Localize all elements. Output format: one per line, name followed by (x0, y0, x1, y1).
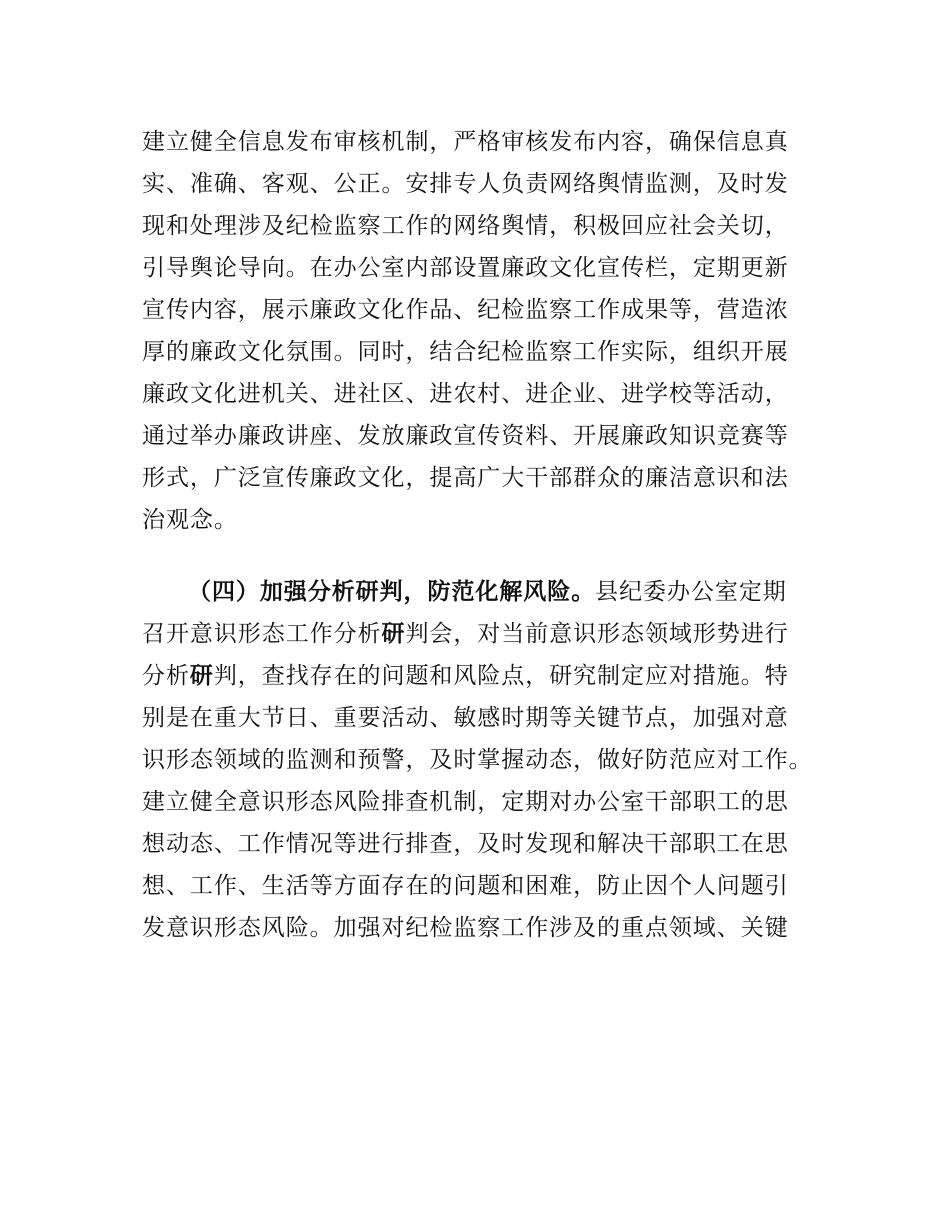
paragraph-line: 厚的廉政文化氛围。同时，结合纪检监察工作实际，组织开展 (142, 339, 789, 365)
paragraph-line: 现和处理涉及纪检监察工作的网络舆情，积极回应社会关切， (142, 213, 789, 239)
paragraph-line: 发意识形态风险。加强对纪检监察工作涉及的重点领域、关键 (142, 915, 789, 941)
paragraph-line: 实、准确、客观、公正。安排专人负责网络舆情监测，及时发 (142, 171, 789, 197)
paragraph-line: 引导舆论导向。在办公室内部设置廉政文化宣传栏，定期更新 (142, 255, 789, 281)
paragraph-line: 想、工作、生活等方面存在的问题和困难，防止因个人问题引 (142, 873, 789, 899)
line-text: 判会，对当前意识形态领域形势进行 (405, 621, 789, 647)
section-first-line (188, 577, 878, 607)
paragraph-line (142, 661, 832, 691)
paragraph-line: 识形态领域的监测和预警，及时掌握动态，做好防范应对工作。 (142, 747, 813, 773)
paragraph-line: 通过举办廉政讲座、发放廉政宣传资料、开展廉政知识竞赛等 (142, 423, 789, 449)
paragraph-line: 廉政文化进机关、进社区、进农村、进企业、进学校等活动， (142, 381, 789, 407)
paragraph-line: 别是在重大节日、重要活动、敏感时期等关键节点，加强对意 (142, 705, 789, 731)
line-text: 召开意识形态工作分析 (142, 621, 382, 647)
paragraph-line: 形式，广泛宣传廉政文化，提高广大干部群众的廉洁意识和法 (142, 465, 789, 491)
paragraph-line: 治观念。 (142, 507, 238, 533)
bold-word: 研 (189, 662, 214, 689)
paragraph-line: 建立健全意识形态风险排查机制，定期对办公室干部职工的思 (142, 789, 789, 815)
paragraph-line: 建立健全信息发布审核机制，严格审核发布内容，确保信息真 (142, 129, 789, 155)
section-heading-rest: 县纪委办公室定期 (595, 579, 787, 605)
paragraph-line: 宣传内容，展示廉政文化作品、纪检监察工作成果等，营造浓 (142, 297, 789, 323)
paragraph-line (142, 619, 832, 649)
line-text: 分析 (142, 663, 190, 689)
paragraph-line: 想动态、工作情况等进行排查，及时发现和解决干部职工在思 (142, 831, 789, 857)
bold-word: 研 (381, 620, 406, 647)
section-heading: （四）加强分析研判，防范化解风险。 (188, 578, 596, 605)
line-text: 判，查找存在的问题和风险点，研究制定应对措施。特 (213, 663, 789, 689)
